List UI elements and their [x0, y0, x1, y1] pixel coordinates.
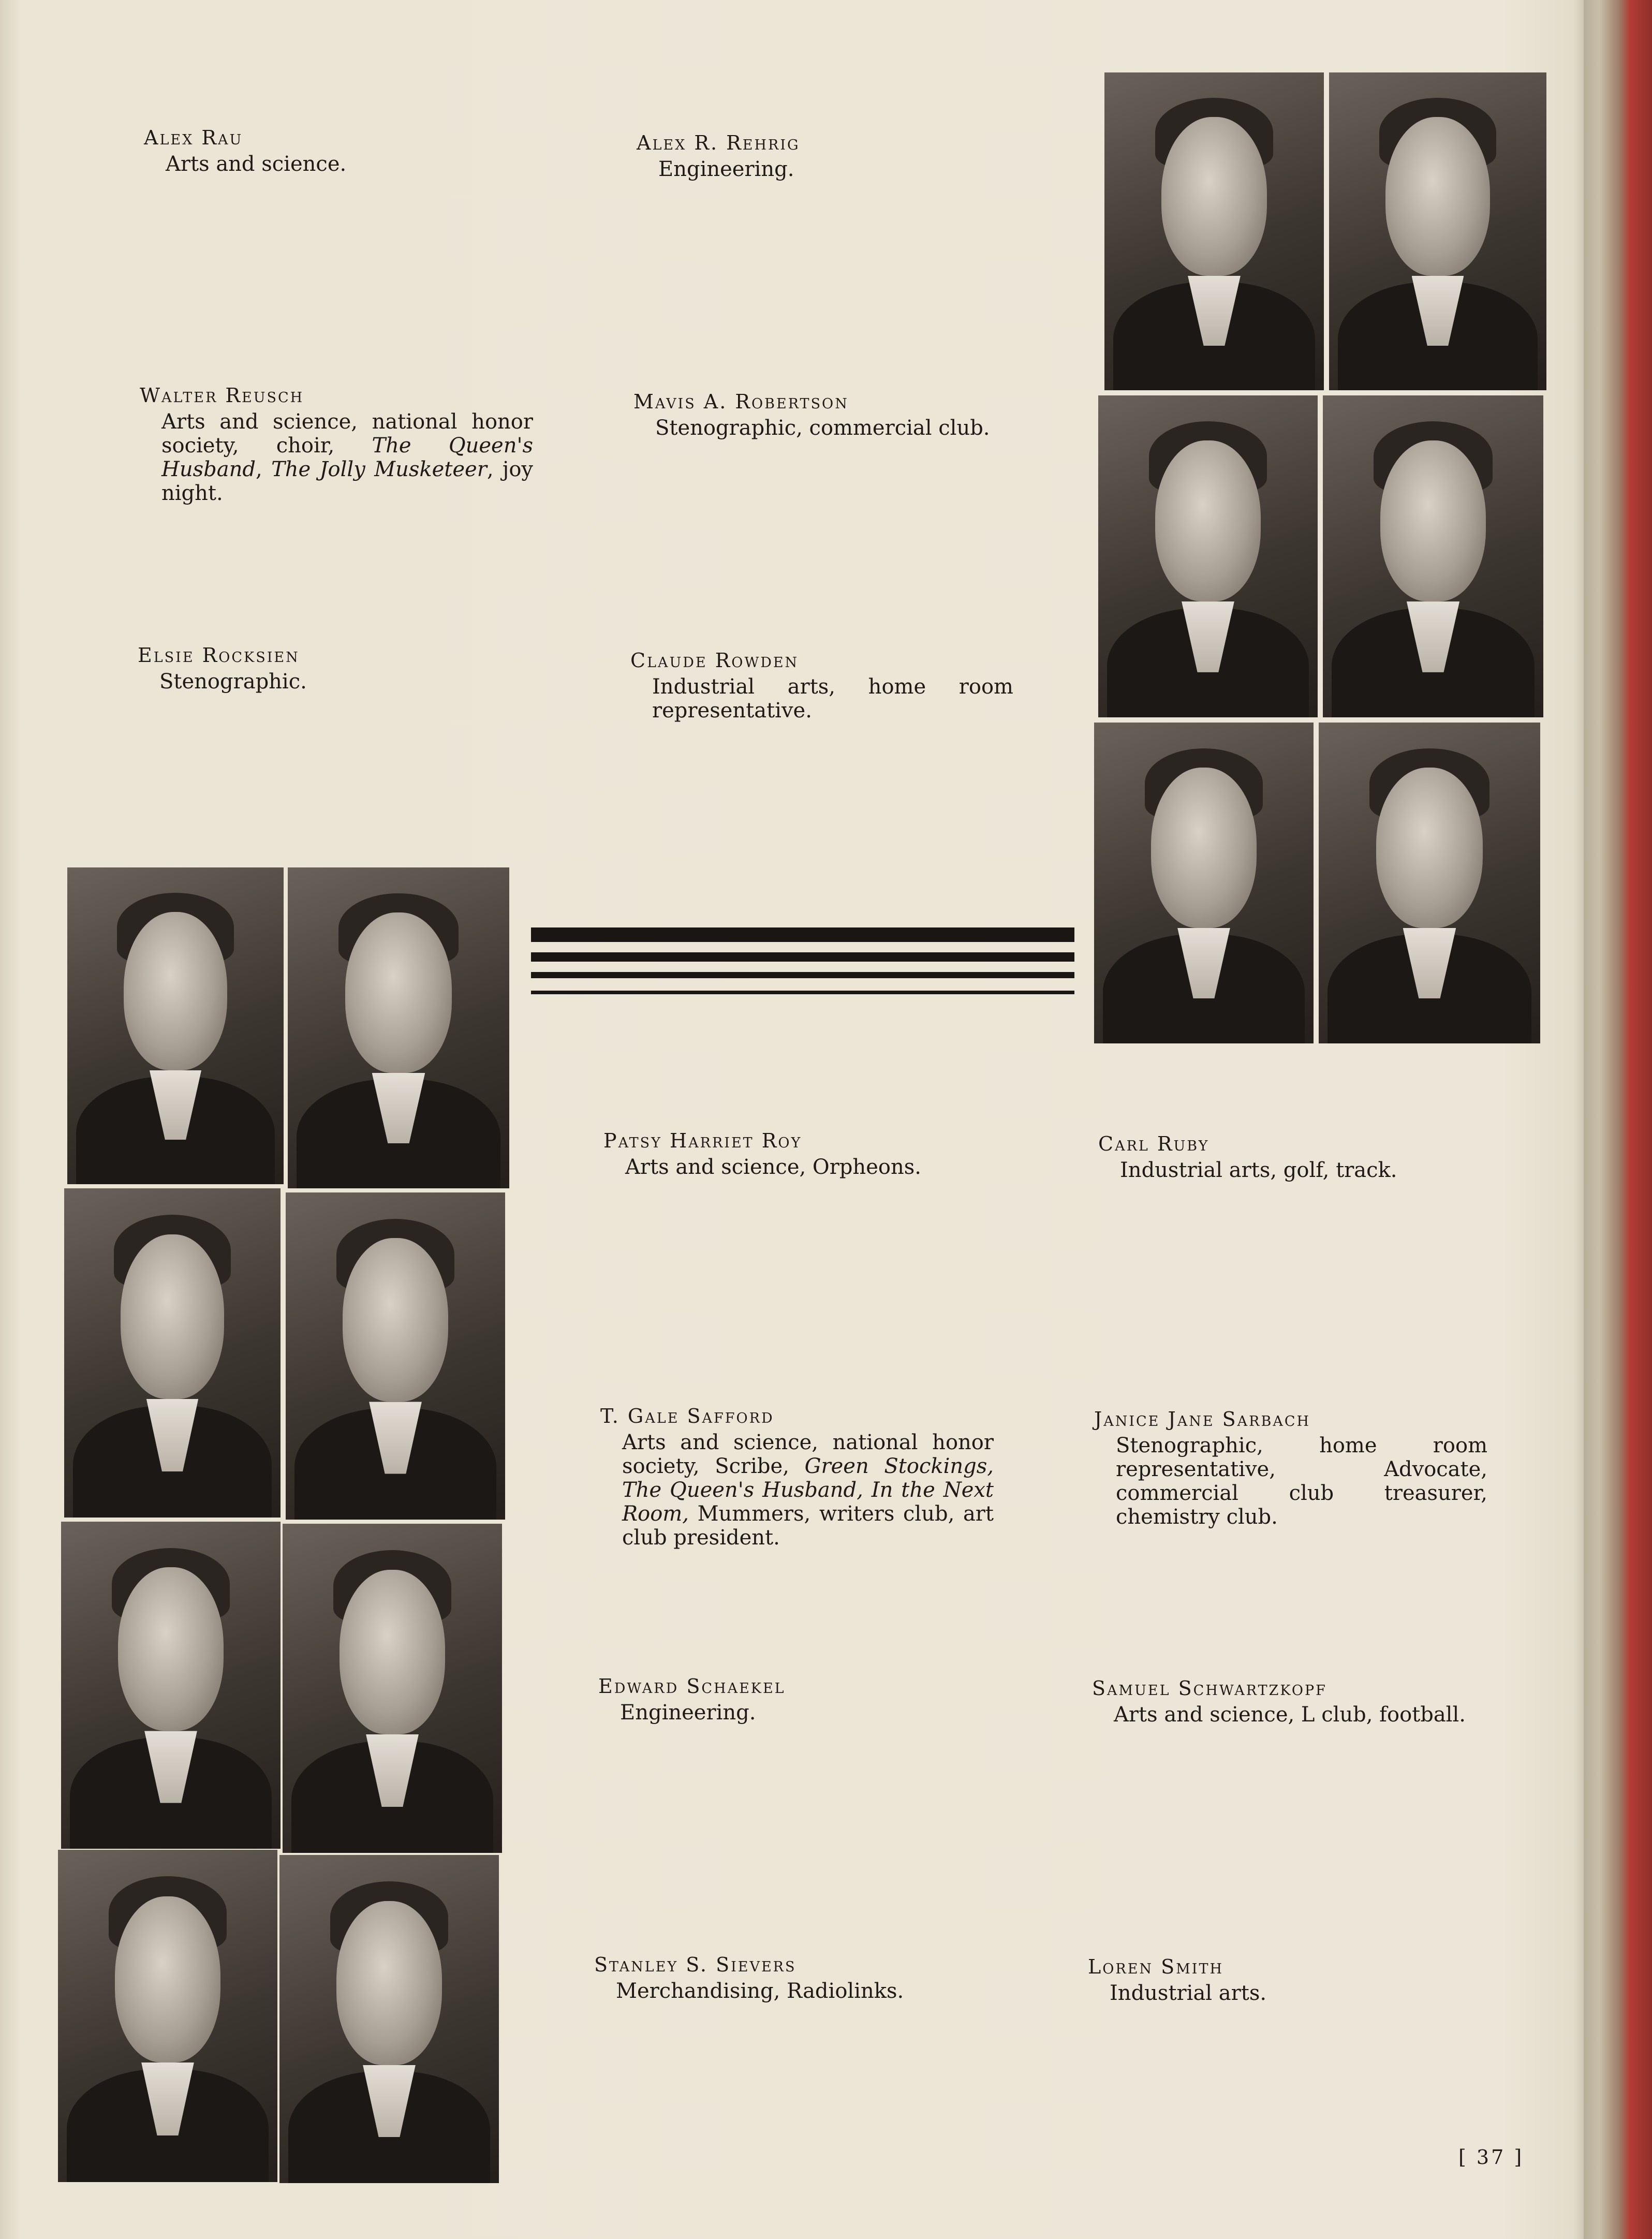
- student-name: Loren Smith: [1088, 1955, 1224, 1978]
- portrait-photo: [61, 1522, 281, 1849]
- student-activities: Industrial arts, golf, track.: [1120, 1158, 1397, 1182]
- student-entry: [637, 130, 1051, 181]
- decorative-rule: [531, 927, 1074, 942]
- student-entry: [603, 1128, 1017, 1179]
- portrait-photo: [283, 1524, 502, 1853]
- student-entry: [1098, 1131, 1512, 1182]
- student-entry: [1088, 1954, 1502, 2005]
- student-entry: [598, 1674, 1012, 1725]
- portrait-photo: [1323, 395, 1543, 717]
- student-entry: [600, 1404, 994, 1550]
- student-name: Alex R. Rehrig: [637, 131, 800, 154]
- student-activities: Arts and science, Orpheons.: [625, 1155, 921, 1179]
- decorative-rule: [531, 991, 1074, 994]
- student-name: Patsy Harriet Roy: [603, 1129, 802, 1152]
- portrait-photo: [286, 1192, 505, 1520]
- student-name: Mavis A. Robertson: [633, 390, 849, 413]
- portrait-photo: [1319, 723, 1540, 1043]
- book-spine-edge: [1584, 0, 1652, 2239]
- student-entry: [1092, 1676, 1506, 1727]
- portrait-photo: [1098, 395, 1318, 717]
- student-entry: [138, 643, 552, 694]
- student-name: T. Gale Safford: [600, 1405, 774, 1427]
- portrait-photo: [67, 867, 284, 1184]
- student-entry: [140, 383, 533, 505]
- page-number: [ 37 ]: [1458, 2146, 1524, 2169]
- student-name: Carl Ruby: [1098, 1132, 1210, 1155]
- student-activities: Arts and science, national honor society, choir, The Queen's Husband, The Jolly Musketeer, joy night.: [161, 410, 534, 505]
- student-activities: Stenographic, commercial club.: [655, 416, 990, 440]
- student-activities: Arts and science, L club, football.: [1114, 1703, 1466, 1727]
- student-entry: [144, 125, 558, 176]
- student-activities: Stenographic.: [159, 670, 307, 694]
- student-entry: [633, 389, 1048, 440]
- portrait-photo: [279, 1855, 499, 2183]
- student-name: Edward Schaekel: [598, 1675, 786, 1698]
- portrait-photo: [64, 1188, 281, 1518]
- portrait-photo: [288, 867, 509, 1188]
- student-entry: [630, 648, 1013, 723]
- student-activities: Engineering.: [620, 1701, 756, 1725]
- decorative-rule: [531, 952, 1074, 962]
- student-activities: Engineering.: [658, 157, 794, 181]
- portrait-photo: [1329, 72, 1546, 390]
- portrait-photo: [1094, 723, 1314, 1043]
- student-name: Alex Rau: [144, 126, 243, 149]
- student-entry: [594, 1952, 1008, 2003]
- student-activities: Arts and science, national honor society, Scribe, Green Stockings, The Queen's Husband, In the Next Room, Mummers, writers club, art club president.: [622, 1431, 994, 1550]
- student-entry: [1094, 1407, 1487, 1529]
- student-activities: Industrial arts.: [1110, 1981, 1267, 2005]
- student-activities: Industrial arts, home room representative.: [652, 675, 1013, 723]
- student-name: Elsie Rocksien: [138, 644, 300, 667]
- student-name: Stanley S. Sievers: [594, 1953, 797, 1976]
- student-name: Samuel Schwartzkopf: [1092, 1677, 1327, 1700]
- student-name: Claude Rowden: [630, 649, 799, 672]
- portrait-photo: [1104, 72, 1324, 390]
- student-activities: Stenographic, home room representative, Advocate, commercial club treasurer, chemistry club.: [1116, 1434, 1487, 1529]
- student-name: Walter Reusch: [140, 384, 304, 407]
- student-name: Janice Jane Sarbach: [1094, 1408, 1311, 1431]
- portrait-photo: [58, 1850, 277, 2182]
- decorative-rule: [531, 972, 1074, 978]
- student-activities: Merchandising, Radiolinks.: [616, 1979, 904, 2003]
- student-activities: Arts and science.: [166, 152, 347, 176]
